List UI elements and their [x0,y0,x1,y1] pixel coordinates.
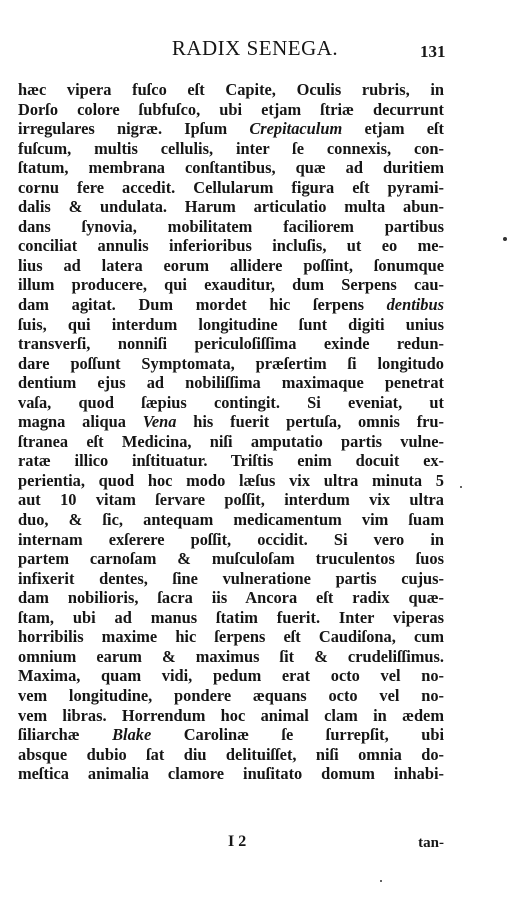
text-line [18,706,444,726]
text-line [18,569,444,589]
text-segment: irregulares nigræ. Ipſum [18,119,250,139]
body-text [18,80,444,784]
text-line [18,197,444,217]
text-segment: horribilis maxime hic ſerpens eſt Caudiſona, cum [18,627,444,647]
text-line [18,100,444,120]
page-footer [18,833,444,857]
text-segment: ſiliarchæ [18,725,113,745]
text-line [18,334,444,354]
italic-text: Crepitaculum [249,119,343,139]
text-segment: omnium earum & maximus ſit & crudeliſſimus. [18,646,444,666]
text-line [18,530,444,550]
text-line [18,178,444,198]
text-segment: perientia, quod hoc modo læſus vix ultra minuta 5 [18,470,444,490]
text-line [18,236,444,256]
text-segment: duo, & ſic, antequam medicamentum vim ſuam [18,510,444,530]
text-segment: Dorſo colore ſubfuſco, ubi etjam ſtriæ decurrunt [18,99,444,119]
text-segment: ſtranea eſt Medicina, niſi amputatio partis vulne- [18,431,444,451]
text-segment: his fuerit pertuſa, omnis fru- [176,412,445,432]
ink-speck [460,486,462,488]
text-segment: vem libras. Horrendum hoc animal clam in ædem [18,705,444,725]
text-segment: lius ad latera eorum allidere poſſint, ſonumque [18,255,444,275]
signature-mark: I 2 [228,833,247,850]
text-segment: ſtatum, membrana conſtantibus, quæ ad duritiem [18,158,444,178]
text-line [18,354,444,374]
text-segment: ſuis, qui interdum longitudine ſunt digiti unius [18,314,444,334]
text-segment: dans ſynovia, mobilitatem faciliorem partibus [18,216,444,236]
text-segment: infixerit dentes, ſine vulneratione partis cujus- [18,568,444,588]
text-line [18,315,444,335]
text-line [18,490,444,510]
text-line [18,686,444,706]
text-line [18,471,444,491]
text-segment: vem longitudine, pondere æquans octo vel no- [18,685,444,705]
text-line [18,549,444,569]
text-line [18,764,444,784]
italic-text: Blake [112,725,152,745]
text-line [18,666,444,686]
text-segment: aut 10 vitam ſervare poſſit, interdum vix ultra [18,490,444,510]
text-segment: meſtica animalia clamore inuſitato domum inhabi- [18,764,444,784]
text-line [18,608,444,628]
text-line [18,432,444,452]
text-segment: transverſi, nonniſi periculoſiſſima exinde redun- [18,334,444,354]
text-segment: dentium ejus ad nobiliſſima maximaque penetrat [18,373,444,393]
text-segment: conciliat annulis inferioribus incluſis, ut eo me- [18,236,444,256]
text-line [18,412,444,432]
text-segment: dare poſſunt Symptomata, præſertim ſi longitudo [18,353,444,373]
page-number: 131 [420,42,446,61]
running-title: RADIX SENEGA. [171,36,339,60]
text-line [18,510,444,530]
text-segment: absque dubio ſat diu delituiſſet, niſi omnia do- [18,744,444,764]
text-line [18,451,444,471]
text-segment: dam nobilioris, ſacra iis Ancora eſt radix quæ- [18,588,444,608]
text-line [18,80,444,100]
text-line [18,725,444,745]
text-line [18,217,444,237]
text-line [18,588,444,608]
text-line [18,647,444,667]
italic-text: dentibus [386,295,444,315]
text-line [18,393,444,413]
text-segment: vaſa, quod ſæpius contingit. Si eveniat, ut [18,392,444,412]
text-segment: Maxima, quam vidi, pedum erat octo vel no- [18,666,444,686]
text-line [18,295,444,315]
text-segment: partem carnoſam & muſculoſam truculentos ſuos [18,549,444,569]
text-segment: illum producere, qui exauditur, dum Serpens cau- [18,275,444,295]
text-segment: ratæ illico inſtituatur. Triſtis enim docuit ex- [18,451,444,471]
text-line [18,373,444,393]
catchword: tan- [418,835,444,851]
text-line [18,745,444,765]
text-segment: Carolinæ ſe ſurrepſit, ubi [151,725,444,745]
page-header [0,36,510,68]
italic-text: Vena [142,412,177,432]
text-segment: dam agitat. Dum mordet hic ſerpens [18,295,387,315]
text-segment: cornu fere accedit. Cellularum figura eſt pyrami- [18,177,444,197]
text-line [18,139,444,159]
text-segment: etjam eſt [342,119,444,139]
ink-speck [503,237,507,241]
text-segment: hæc vipera fuſco eſt Capite, Oculis rubris, in [18,80,444,99]
ink-speck [380,880,382,882]
text-line [18,256,444,276]
text-line [18,119,444,139]
text-line [18,275,444,295]
text-line [18,627,444,647]
text-line [18,158,444,178]
text-segment: internam exſerere poſſit, occidit. Si vero in [18,529,444,549]
text-segment: ſtam, ubi ad manus ſtatim fuerit. Inter viperas [18,607,444,627]
text-segment: fuſcum, multis cellulis, inter ſe connexis, con- [18,138,444,158]
text-segment: dalis & undulata. Harum articulatio multa abun- [18,197,444,217]
text-segment: magna aliqua [18,412,143,432]
